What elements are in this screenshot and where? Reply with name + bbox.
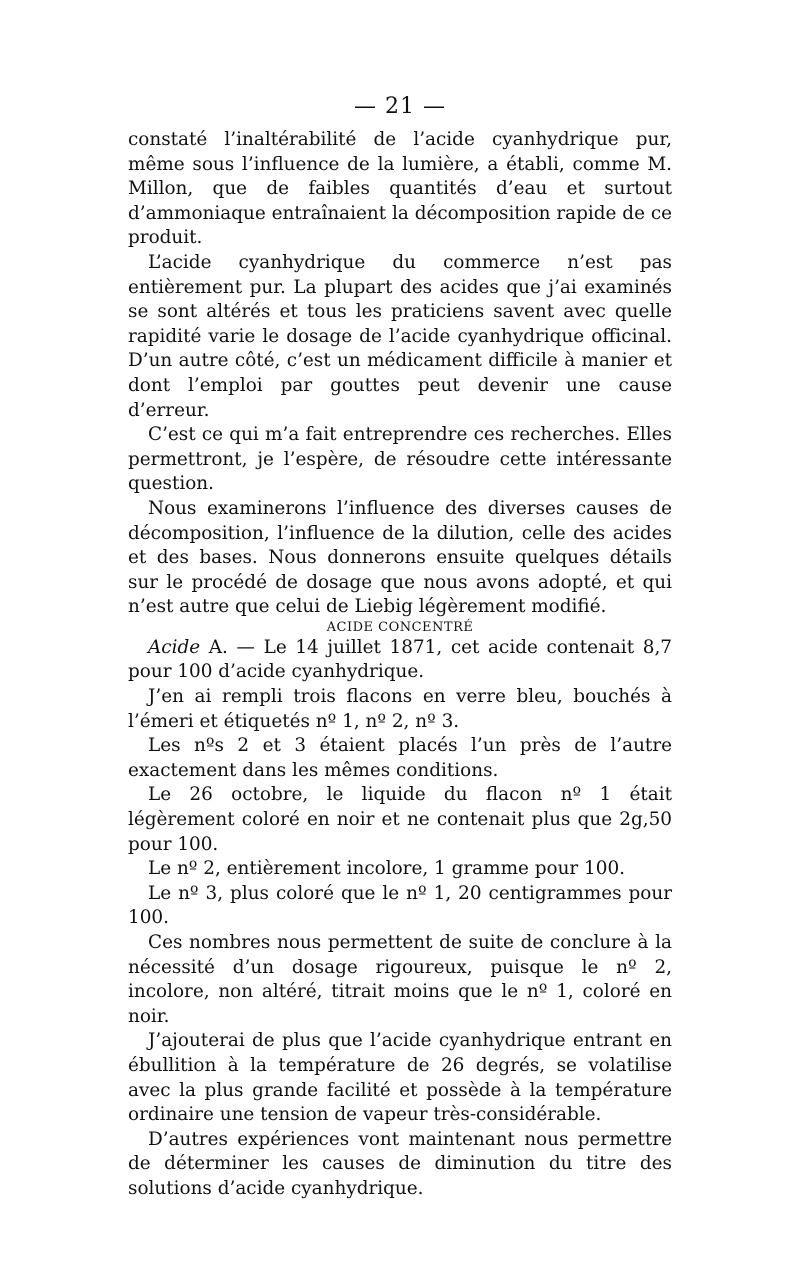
paragraph: D’autres expériences vont maintenant nous permettre de déterminer les causes de diminution du titre des solutions d’acide cyanhydrique. [128, 1128, 672, 1199]
paragraph: J’ajouterai de plus que l’acide cyanhydrique entrant en ébullition à la température de 26 degrés, se volatilise avec la plus grande facilité et possède à la température ordinaire une tension de vapeur très-considérable. [128, 1030, 672, 1126]
body-text [128, 128, 672, 1202]
section-heading: ACIDE CONCENTRÉ [326, 619, 474, 635]
paragraph: L’acide cyanhydrique du commerce n’est pas entièrement pur. La plupart des acides que j’ai examinés se sont altérés et tous les praticiens savent avec quelle rapidité varie le dosage de l’acide cyanhydrique officinal. D’un autre côté, c’est un médicament difficile à manier et dont l’emploi par gouttes peut devenir une cause d’erreur. [128, 251, 672, 421]
acide-a-text: A. — Le 14 juillet 1871, cet acide contenait 8,7 pour 100 d’acide cyanhydrique. [128, 636, 672, 683]
page-number: — 21 — [354, 94, 446, 119]
paragraph: Le nº 3, plus coloré que le nº 1, 20 centigrammes pour 100. [128, 882, 672, 929]
paragraph: Le nº 2, entièrement incolore, 1 gramme pour 100. [148, 858, 626, 880]
acide-label: Acide [148, 636, 201, 658]
paragraph: Ces nombres nous permettent de suite de conclure à la nécessité d’un dosage rigoureux, puisque le nº 2, incolore, non altéré, titrait moins que le nº 1, coloré en noir. [128, 932, 672, 1027]
paragraph-acide-a [128, 636, 672, 685]
paragraph: Les nºs 2 et 3 étaient placés l’un près de l’autre exactement dans les mêmes conditions. [128, 735, 672, 781]
paragraph: Le 26 octobre, le liquide du flacon nº 1 était légèrement coloré en noir et ne contenait plus que 2g,50 pour 100. [128, 784, 672, 855]
paragraph: constaté l’inaltérabilité de l’acide cyanhydrique pur, même sous l’influence de la lumière, a établi, comme M. Millon, que de faibles quantités d’eau et surtout d’ammoniaque entraînaient la décomposition rapide de ce produit. [128, 129, 672, 249]
paragraph: Nous examinerons l’influence des diverses causes de décomposition, l’influence de la dilution, celle des acides et des bases. Nous donnerons ensuite quelques détails sur le procédé de dosage que nous avons adopté, et qui n’est autre que celui de Liebig légèrement modifié. [128, 497, 672, 618]
paragraph: J’en ai rempli trois flacons en verre bleu, bouchés à l’émeri et étiquetés nº 1, nº 2, nº 3. [128, 686, 672, 732]
paragraph: C’est ce qui m’a fait entreprendre ces recherches. Elles permettront, je l’espère, de résoudre cette intéressante question. [128, 424, 672, 495]
